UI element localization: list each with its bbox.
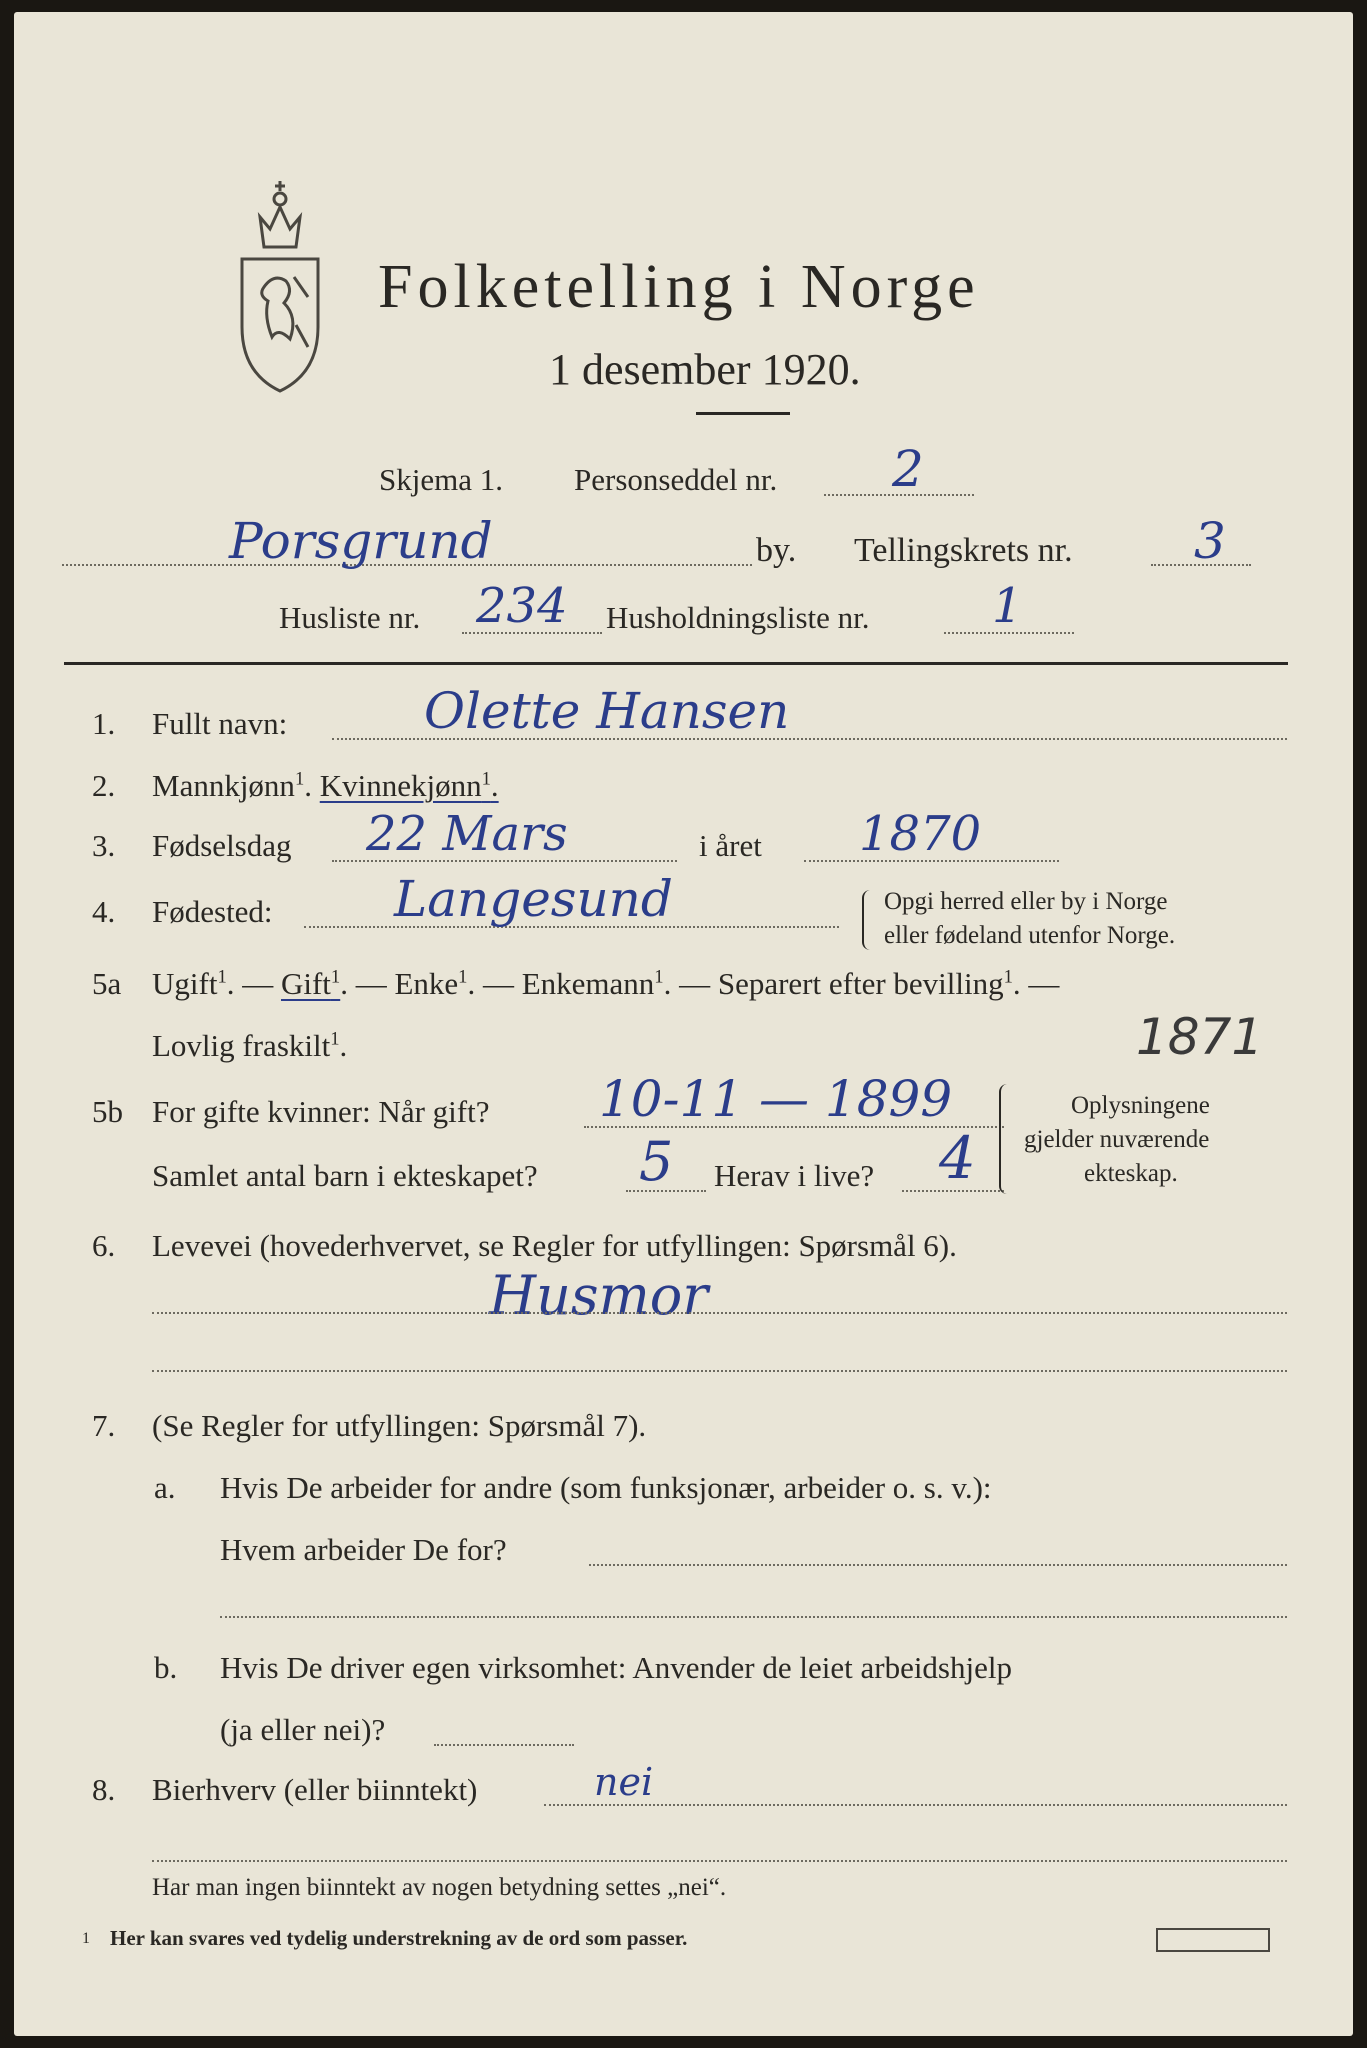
q5b-ilive-label: Herav i live? bbox=[714, 1158, 875, 1193]
q3-year-value: 1870 bbox=[859, 806, 982, 862]
census-date: 1 desember 1920. bbox=[549, 345, 861, 394]
q7a-label: Hvis De arbeider for andre (som funksjonær, arbeider o. s. v.): bbox=[220, 1470, 992, 1505]
personseddel-value: 2 bbox=[892, 440, 924, 498]
husliste-value: 234 bbox=[476, 578, 568, 634]
header-divider bbox=[64, 662, 1288, 665]
q7-number: 7. bbox=[92, 1408, 116, 1443]
q8-number: 8. bbox=[92, 1772, 116, 1807]
q8-label: Bierhverv (eller biinntekt) bbox=[152, 1772, 478, 1807]
q5b-note-line3: ekteskap. bbox=[1084, 1160, 1178, 1187]
q7b-field bbox=[434, 1744, 574, 1746]
q7a-field-line2 bbox=[220, 1616, 1287, 1618]
margin-note-1871: 1871 bbox=[1136, 1008, 1264, 1066]
q7a-number: a. bbox=[154, 1470, 176, 1505]
footnote-text: Her kan svares ved tydelig understrekning av de ord som passer. bbox=[110, 1926, 688, 1950]
printer-stamp bbox=[1156, 1928, 1270, 1952]
q5b-note-line1: Oplysningene bbox=[1071, 1092, 1210, 1119]
q2-number: 2. bbox=[92, 768, 116, 803]
q5b-married-value: 10-11 — 1899 bbox=[599, 1070, 953, 1128]
coat-of-arms-emblem bbox=[224, 177, 336, 397]
q5b-note-line2: gjelder nuværende bbox=[1024, 1126, 1210, 1153]
q7-label: (Se Regler for utfyllingen: Spørsmål 7). bbox=[152, 1408, 647, 1443]
q4-label: Fødested: bbox=[152, 894, 273, 929]
q4-note-line1: Opgi herred eller by i Norge bbox=[884, 888, 1168, 915]
q5b-label: For gifte kvinner: Når gift? bbox=[152, 1094, 490, 1129]
q5b-barn-value: 5 bbox=[639, 1130, 674, 1193]
footer-note: Har man ingen biinntekt av nogen betydning settes „nei“. bbox=[152, 1874, 727, 1901]
q7b-label: Hvis De driver egen virksomhet: Anvender de leiet arbeidshjelp bbox=[220, 1650, 1012, 1685]
title-divider bbox=[696, 412, 790, 415]
q8-field-line2 bbox=[152, 1860, 1287, 1862]
q5b-barn-label: Samlet antal barn i ekteskapet? bbox=[152, 1158, 538, 1193]
q6-field-line2 bbox=[152, 1370, 1287, 1372]
option-lovlig-fraskilt: Lovlig fraskilt$^1$. bbox=[152, 1028, 348, 1063]
q5b-ilive-value: 4 bbox=[939, 1124, 976, 1192]
husholdningsliste-value: 1 bbox=[992, 578, 1023, 634]
q3-number: 3. bbox=[92, 828, 116, 863]
q4-note-line2: eller fødeland utenfor Norge. bbox=[884, 922, 1176, 949]
q4-number: 4. bbox=[92, 894, 116, 929]
tellingskrets-label: Tellingskrets nr. bbox=[854, 532, 1073, 569]
q5b-number: 5b bbox=[92, 1094, 123, 1129]
option-gift-underlined: Gift$^1$ bbox=[280, 966, 341, 1001]
q3-day-value: 22 Mars bbox=[366, 806, 568, 862]
personseddel-label: Personseddel nr. bbox=[574, 462, 778, 497]
place-value: Porsgrund bbox=[229, 512, 493, 570]
by-label: by. bbox=[756, 532, 797, 569]
q2-options: Mannkjønn$^1$. Kvinnekjønn$^1$. bbox=[152, 768, 499, 803]
q5a-number: 5a bbox=[92, 966, 122, 1001]
q4-brace bbox=[862, 890, 872, 950]
husliste-label: Husliste nr. bbox=[279, 600, 421, 635]
q6-number: 6. bbox=[92, 1228, 116, 1263]
q8-value: nei bbox=[594, 1760, 654, 1804]
option-enke: Enke bbox=[394, 966, 459, 1001]
option-separert: Separert efter bevilling bbox=[717, 966, 1004, 1001]
footnote-mark: 1 bbox=[82, 1930, 90, 1947]
q3-year-label: i året bbox=[699, 828, 762, 863]
option-enkemann: Enkemann bbox=[521, 966, 655, 1001]
q6-value: Husmor bbox=[489, 1264, 709, 1327]
q1-label: Fullt navn: bbox=[152, 706, 288, 741]
q5a-options: Ugift$^1$. — Gift$^1$. — Enke$^1$. — Enkemann$^1$. — Separert efter bevilling$^1$. — bbox=[152, 966, 1060, 1001]
schema-label: Skjema 1. bbox=[379, 462, 503, 497]
q7b-label-line2: (ja eller nei)? bbox=[220, 1712, 386, 1747]
option-kvinnekjonn-underlined: Kvinnekjønn$^1$. bbox=[319, 768, 499, 803]
q5b-brace bbox=[999, 1084, 1009, 1194]
census-form bbox=[14, 12, 1353, 2036]
q6-field-line1 bbox=[152, 1312, 1287, 1314]
form-title: Folketelling i Norge bbox=[378, 253, 980, 321]
q1-value: Olette Hansen bbox=[424, 682, 790, 740]
option-mannkjonn: Mannkjønn bbox=[152, 768, 295, 803]
q6-label: Levevei (hovederhvervet, se Regler for utfyllingen: Spørsmål 6). bbox=[152, 1228, 957, 1263]
option-ugift: Ugift bbox=[152, 966, 218, 1001]
tellingskrets-value: 3 bbox=[1194, 512, 1226, 570]
husholdningsliste-label: Husholdningsliste nr. bbox=[606, 600, 870, 635]
q7a-field-line1 bbox=[589, 1564, 1287, 1566]
q7b-number: b. bbox=[154, 1650, 178, 1685]
q1-number: 1. bbox=[92, 706, 116, 741]
q8-field bbox=[544, 1804, 1287, 1806]
q3-label: Fødselsdag bbox=[152, 828, 292, 863]
q7a-label-line2: Hvem arbeider De for? bbox=[220, 1532, 507, 1567]
q4-value: Langesund bbox=[394, 870, 673, 928]
